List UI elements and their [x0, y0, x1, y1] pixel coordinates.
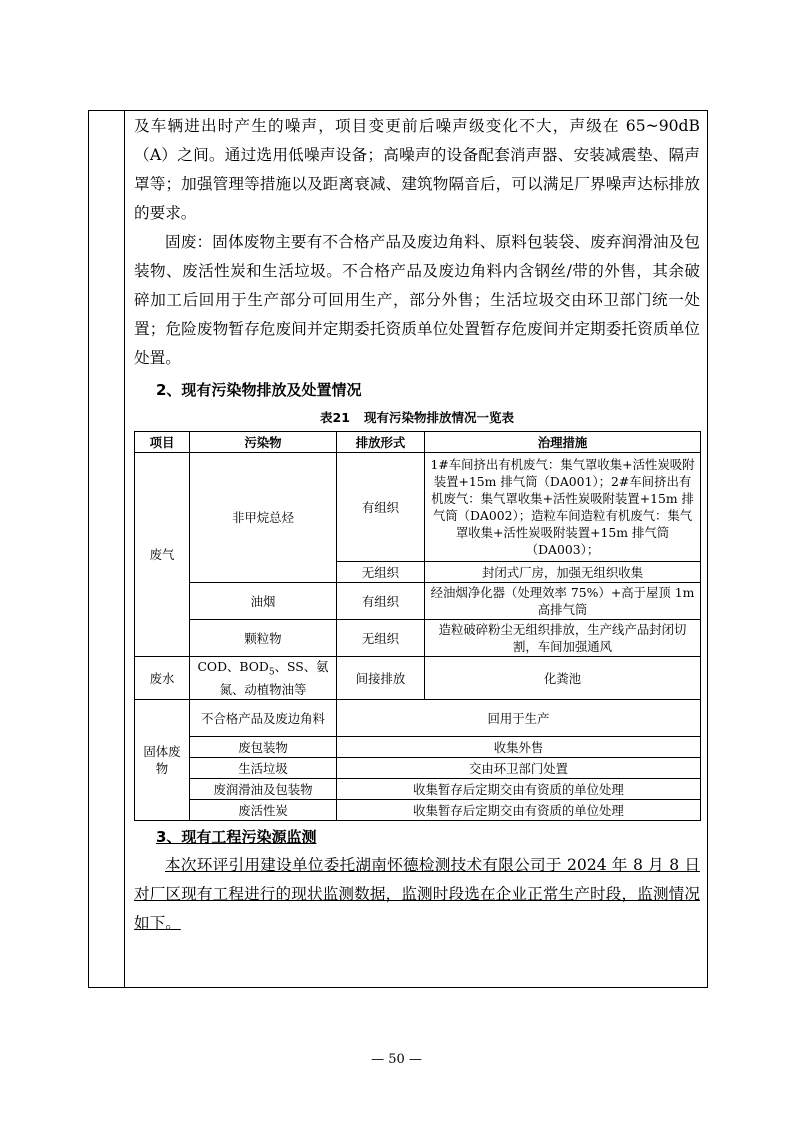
cell-nmhc-unorg-measures: 封闭式厂房，加强无组织收集	[425, 562, 701, 583]
cell-oil-smoke: 油烟	[190, 583, 337, 620]
header-pollutant: 污染物	[190, 432, 337, 453]
table-row	[135, 758, 701, 779]
intro-paragraph: 及车辆进出时产生的噪声，项目变更前后噪声级变化不大，声级在 65~90dB（A）之间。通过选用低噪声设备；高噪声的设备配套消声器、安装减震垫、隔声罩等；加强管理等措施以及距离衰减、建筑物隔音后，可以满足厂界噪声达标排放的要求。	[134, 117, 700, 222]
water-pollutants-a: COD、BOD	[197, 659, 269, 674]
cell-water-pollutants	[190, 657, 337, 700]
table-row	[135, 737, 701, 758]
header-item: 项目	[135, 432, 190, 453]
cell-oil-measures: 经油烟净化器（处理效率 75%）+高于屋顶 1m 高排气筒	[425, 583, 701, 620]
water-pollutants-b: 、SS、氨氮、动植物油等	[219, 659, 329, 698]
cell-organized: 有组织	[337, 453, 425, 562]
cell-oil-organized: 有组织	[337, 583, 425, 620]
table-row	[135, 583, 701, 620]
cell-unorganized: 无组织	[337, 562, 425, 583]
content-area	[134, 112, 700, 938]
table-header-row	[135, 432, 701, 453]
table-row	[135, 779, 701, 800]
water-pollutants-sub: 5	[268, 667, 275, 678]
cell-sw5-measure: 收集暂存后定期交由有资质的单位处理	[337, 800, 701, 821]
cell-sw4-measure: 收集暂存后定期交由有资质的单位处理	[337, 779, 701, 800]
cell-waste-gas: 废气	[135, 453, 190, 657]
cell-particulates: 颗粒物	[190, 620, 337, 657]
section2-heading: 2、现有污染物排放及处置情况	[156, 381, 362, 399]
solid-waste-paragraph: 固废：固体废物主要有不合格产品及废边角料、原料包装袋、废弃润滑油及包装物、废活性炭和生活垃圾。不合格产品及废边角料内含钢丝/带的外售，其余破碎加工后回用于生产部分可回用生产，部分外售；生活垃圾交由环卫部门统一处置；危险废物暂存危废间并定期委托资质单位处置暂存危废间并定期委托资质单位处置。	[134, 233, 700, 367]
cell-sw3: 生活垃圾	[190, 758, 337, 779]
cell-nmhc: 非甲烷总烃	[190, 453, 337, 583]
table-number: 表21	[320, 410, 350, 425]
cell-sw1: 不合格产品及废边角料	[190, 700, 337, 737]
cell-sw4: 废润滑油及包装物	[190, 779, 337, 800]
section3-heading: 3、现有工程污染源监测	[156, 828, 317, 847]
header-measures: 治理措施	[425, 432, 701, 453]
cell-part-unorg: 无组织	[337, 620, 425, 657]
cell-sw1-measure: 回用于生产	[337, 700, 701, 737]
cell-sw2: 废包装物	[190, 737, 337, 758]
pollutant-table	[134, 431, 701, 821]
cell-indirect: 间接排放	[337, 657, 425, 700]
cell-solid-waste: 固体废物	[135, 700, 190, 821]
table-row	[135, 700, 701, 737]
table-row	[135, 800, 701, 821]
table-caption	[134, 405, 700, 431]
cell-sw2-measure: 收集外售	[337, 737, 701, 758]
header-emission: 排放形式	[337, 432, 425, 453]
cell-nmhc-measures: 1#车间挤出有机废气：集气罩收集+活性炭吸附装置+15m 排气筒（DA001）；2#车间挤出有机废气：集气罩收集+活性炭吸附装置+15m 排气筒（DA002）；造粒车间造粒有机废气：集气罩收集+活性炭吸附装置+15m 排气筒（DA003）；	[425, 453, 701, 562]
table-row	[135, 657, 701, 700]
table-title: 现有污染物排放情况一览表	[363, 410, 514, 425]
cell-sw5: 废活性炭	[190, 800, 337, 821]
table-row	[135, 453, 701, 562]
cell-waste-water: 废水	[135, 657, 190, 700]
monitor-paragraph: 本次环评引用建设单位委托湖南怀德检测技术有限公司于 2024 年 8 月 8 日对厂区现有工程进行的现状监测数据，监测时段选在企业正常生产时段，监测情况如下。	[134, 856, 700, 933]
page-number: — 50 —	[371, 1052, 422, 1067]
cell-septic: 化粪池	[425, 657, 701, 700]
cell-sw3-measure: 交由环卫部门处置	[337, 758, 701, 779]
cell-part-measures: 造粒破碎粉尘无组织排放，生产线产品封闭切割，车间加强通风	[425, 620, 701, 657]
left-column-divider	[124, 110, 125, 988]
table-row	[135, 620, 701, 657]
